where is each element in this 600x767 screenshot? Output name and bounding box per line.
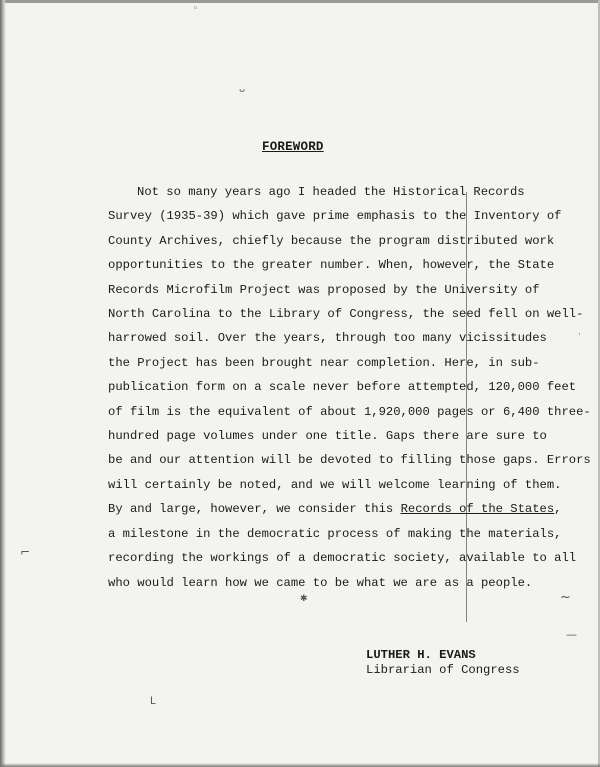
signature-name: LUTHER H. EVANS [366, 648, 476, 662]
signature-block [366, 648, 520, 677]
text-line: Records Microfilm Project was proposed by the University of [108, 282, 540, 297]
scan-speck-icon: ~ [560, 590, 571, 605]
text-line: North Carolina to the Library of Congress, the seed fell on well- [108, 307, 584, 322]
text-line: recording the workings of a democratic society, available to all [108, 551, 577, 566]
page-title: FOREWORD [262, 140, 324, 154]
text-line: County Archives, chiefly because the program distributed work [108, 233, 555, 248]
text-line-start: By and large, however, we consider this [108, 502, 401, 517]
text-line: publication form on a scale never before attempted, 120,000 feet [108, 380, 577, 395]
text-line: hundred page volumes under one title. Gaps there are sure to [108, 429, 547, 444]
scan-speck-icon: ◦ [193, 4, 199, 14]
text-line: the Project has been brought near completion. Here, in sub- [108, 355, 540, 370]
scan-speck-icon: ᴗ [239, 84, 246, 95]
text-line: harrowed soil. Over the years, through too many vicissitudes [108, 331, 547, 346]
signature-title: Librarian of Congress [366, 662, 520, 677]
text-line: of film is the equivalent of about 1,920,000 pages or 6,400 three- [108, 404, 591, 419]
text-line: will certainly be noted, and we will welcome learning of them. [108, 477, 562, 492]
scan-speck-icon: ᒪ [150, 696, 156, 707]
text-line: a milestone in the democratic process of making the materials, [108, 526, 562, 541]
scan-speck-icon: ✱ [300, 594, 308, 604]
text-line: who would learn how we came to be what we are as a people. [108, 575, 533, 590]
text-line: be and our attention will be devoted to filling those gaps. Errors [108, 453, 591, 468]
text-line [108, 497, 562, 521]
scan-edge-left [0, 0, 6, 767]
underlined-title: Records of the States [400, 502, 555, 517]
text-line: Survey (1935-39) which gave prime emphasis to the Inventory of [108, 209, 562, 224]
text-line: Not so many years ago I headed the Historical Records [137, 185, 525, 199]
scan-edge-bottom [0, 763, 600, 767]
text-line: opportunities to the greater number. When, however, the State [108, 258, 555, 273]
scan-speck-icon: ⌐ [20, 545, 31, 559]
scan-edge-top [0, 0, 600, 3]
foreword-body [108, 180, 591, 595]
scan-speck-icon: · [578, 330, 581, 340]
scan-speck-icon: — [566, 628, 577, 641]
text-line-end: , [554, 502, 562, 517]
